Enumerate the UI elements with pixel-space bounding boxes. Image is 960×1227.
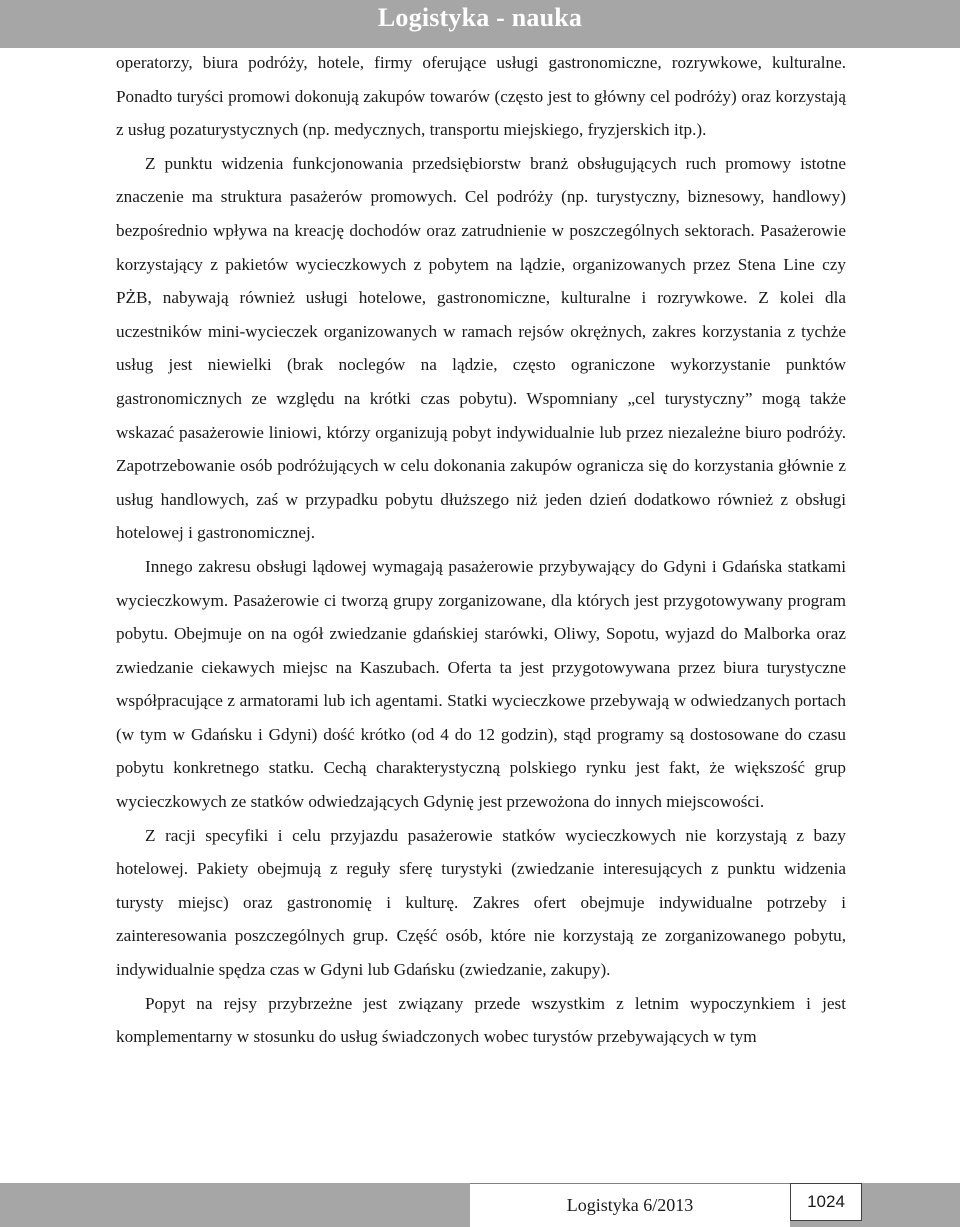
paragraph: Innego zakresu obsługi lądowej wymagają pasażerowie przybywający do Gdyni i Gdańska statkami wycieczkowym. Pasażerowie ci tworzą grupy zorganizowane, dla których jest przygotowywany program pobytu. Obejmuje on na ogół zwiedzanie gdańskiej starówki, Oliwy, Sopotu, wyjazd do Malborka oraz zwiedzanie ciekawych miejsc na Kaszubach. Oferta ta jest przygotowywana przez biura turystyczne współpracujące z armatorami lub ich agentami. Statki wycieczkowe przebywają w odwiedzanych portach (w tym w Gdańsku i Gdyni) dość krótko (od 4 do 12 godzin), stąd programy są dostosowane do czasu pobytu konkretnego statku. Cechą charakterystyczną polskiego rynku jest fakt, że większość grup wycieczkowych ze statków odwiedzających Gdynię jest przewożona do innych miejscowości.	[116, 556, 846, 812]
paragraph: Z racji specyfiki i celu przyjazdu pasażerowie statków wycieczkowych nie korzystają z bazy hotelowej. Pakiety obejmują z reguły sferę turystyki (zwiedzanie interesujących z punktu widzenia turysty miejsc) oraz gastronomię i kulturę. Zakres ofert obejmuje indywidualne potrzeby i zainteresowania poszczególnych grup. Część osób, które nie korzystają ze zorganizowanego pobytu, indywidualnie spędza czas w Gdyni lub Gdańsku (zwiedzanie, zakupy).	[116, 825, 846, 980]
running-header-title: Logistyka - nauka	[377, 3, 583, 32]
paragraph: Z punktu widzenia funkcjonowania przedsiębiorstw branż obsługujących ruch promowy istotne znaczenie ma struktura pasażerów promowych. Cel podróży (np. turystyczny, biznesowy, handlowy) bezpośrednio wpływa na kreację dochodów oraz zatrudnienie w poszczególnych sektorach. Pasażerowie korzystający z pakietów wycieczkowych z pobytem na lądzie, organizowanych przez Stena Line czy PŻB, nabywają również usługi hotelowe, gastronomiczne, kulturalne i rozrywkowe. Z kolei dla uczestników mini-wycieczek organizowanych w ramach rejsów okrężnych, zakres korzystania z tychże usług jest niewielki (brak noclegów na lądzie, często ograniczone wykorzystanie punktów gastronomicznych ze względu na krótki czas pobytu). Wspomniany „cel turystyczny” mogą także wskazać pasażerowie liniowi, którzy organizują pobyt indywidualnie lub przez niezależne biuro podróży. Zapotrzebowanie osób podróżujących w celu dokonania zakupów ogranicza się do korzystania głównie z usług handlowych, zaś w przypadku pobytu dłuższego niż jeden dzień dodatkowo również z obsługi hotelowej i gastronomicznej.	[116, 153, 846, 543]
footer-journal-issue: Logistyka 6/2013	[470, 1183, 790, 1227]
article-body	[116, 46, 846, 1054]
page-number: 1024	[790, 1183, 862, 1221]
running-header	[0, 0, 960, 48]
paragraph: Popyt na rejsy przybrzeżne jest związany przede wszystkim z letnim wypoczynkiem i jest komplementarny w stosunku do usług świadczonych wobec turystów przebywających w tym	[116, 993, 846, 1047]
paragraph: operatorzy, biura podróży, hotele, firmy oferujące usługi gastronomiczne, rozrywkowe, kulturalne. Ponadto turyści promowi dokonują zakupów towarów (często jest to główny cel podróży) oraz korzystają z usług pozaturystycznych (np. medycznych, transportu miejskiego, fryzjerskich itp.).	[116, 53, 846, 140]
